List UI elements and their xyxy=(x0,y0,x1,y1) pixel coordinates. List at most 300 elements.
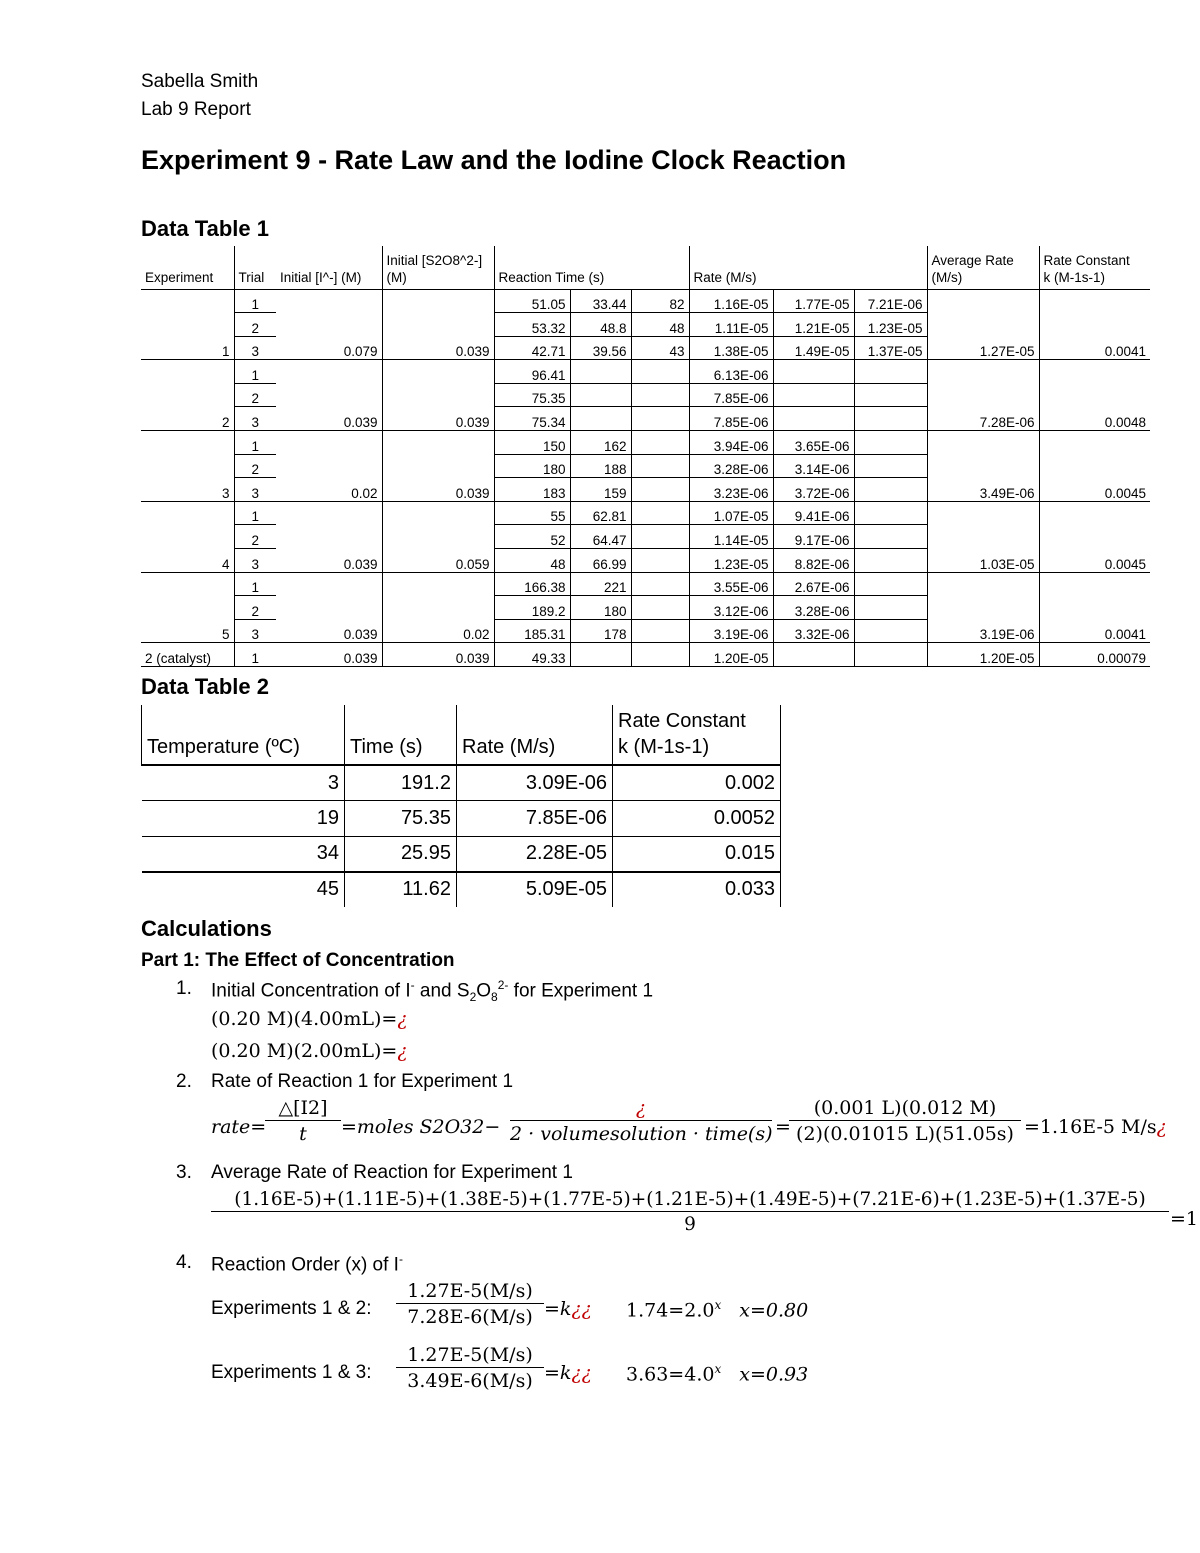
cell-rate-constant: 0.0045 xyxy=(1039,478,1150,502)
exp-1-2-result xyxy=(626,1298,808,1321)
cell-reaction-time-2 xyxy=(570,383,631,407)
header-initial-i: Initial [I^-] (M) xyxy=(276,246,382,289)
cell-initial-i xyxy=(276,501,382,525)
eq2-text: (0.20 M)(2.00mL)= xyxy=(211,1040,398,1062)
data-table-1 xyxy=(141,246,1150,667)
cell-reaction-time-1: 49.33 xyxy=(494,643,570,667)
item-1-text-b: and S xyxy=(414,980,470,1002)
cell-trial: 3 xyxy=(234,549,276,573)
cell-rate-2: 1.49E-05 xyxy=(773,336,854,360)
cell-rate-1: 3.94E-06 xyxy=(689,431,773,455)
cell-average-rate: 1.27E-05 xyxy=(927,336,1039,360)
fraction-denominator: 7.28E-6(M/s) xyxy=(407,1306,533,1328)
broken-glyph: ¿ xyxy=(397,1008,408,1030)
table-row xyxy=(142,872,781,908)
cell-trial: 3 xyxy=(234,336,276,360)
item-4-text: Reaction Order (x) of I- xyxy=(211,1252,403,1276)
cell-initial-s2o8 xyxy=(382,501,494,525)
cell-experiment: 2 xyxy=(141,407,234,431)
cell-initial-s2o8 xyxy=(382,289,494,313)
header-average-rate xyxy=(927,246,1039,289)
header-initial-s2o8-line2: (M) xyxy=(386,269,407,285)
table-row xyxy=(141,643,1150,667)
fraction-numerator: (1.16E-5)+(1.11E-5)+(1.38E-5)+(1.77E-5)+(1.21E-5)+(1.49E-5)+(7.21E-6)+(1.23E-5)+(1.37E-5) xyxy=(211,1189,1169,1212)
cell-reaction-time-1: 189.2 xyxy=(494,596,570,620)
table-row xyxy=(142,765,781,801)
cell-reaction-time-1: 48 xyxy=(494,549,570,573)
cell-reaction-time-2 xyxy=(570,643,631,667)
cell-average-rate: 1.20E-05 xyxy=(927,643,1039,667)
cell-rate-constant: 0.0045 xyxy=(1039,549,1150,573)
table-row xyxy=(141,549,1150,573)
item-1-number: 1. xyxy=(176,978,192,999)
cell-rate-3 xyxy=(854,454,927,478)
cell-initial-i: 0.039 xyxy=(276,407,382,431)
cell-average-rate: 3.49E-06 xyxy=(927,478,1039,502)
cell-rate-1: 7.85E-06 xyxy=(689,407,773,431)
cell-rate-3 xyxy=(854,643,927,667)
cell-rate-1: 1.16E-05 xyxy=(689,289,773,313)
cell-trial: 2 xyxy=(234,383,276,407)
exp-1-3-k xyxy=(544,1362,592,1384)
experiments-1-3-label: Experiments 1 & 3: xyxy=(211,1362,372,1383)
cell-reaction-time-2: 188 xyxy=(570,454,631,478)
cell-average-rate xyxy=(927,454,1039,478)
cell-rate-constant xyxy=(1039,572,1150,596)
cell-average-rate: 7.28E-06 xyxy=(927,407,1039,431)
fraction-denominator: (2)(0.01015 L)(51.05s) xyxy=(796,1123,1014,1145)
cell-average-rate xyxy=(927,596,1039,620)
cell-rate-2 xyxy=(773,407,854,431)
cell-k: 0.002 xyxy=(613,765,781,801)
cell-rate-1: 1.20E-05 xyxy=(689,643,773,667)
cell-reaction-time-2: 33.44 xyxy=(570,289,631,313)
fraction-numerator: (0.001 L)(0.012 M) xyxy=(789,1097,1021,1121)
item-4-text-main: Reaction Order (x) of I xyxy=(211,1254,399,1276)
cell-rate-2: 9.17E-06 xyxy=(773,525,854,549)
cell-initial-i xyxy=(276,360,382,384)
cell-average-rate xyxy=(927,572,1039,596)
k-text: =k xyxy=(544,1362,572,1384)
cell-reaction-time-1: 166.38 xyxy=(494,572,570,596)
cell-rate-2: 3.28E-06 xyxy=(773,596,854,620)
cell-reaction-time-3 xyxy=(631,525,689,549)
cell-trial: 3 xyxy=(234,478,276,502)
header-initial-s2o8-line1: Initial [S2O8^2-] xyxy=(386,252,483,268)
cell-trial: 3 xyxy=(234,619,276,643)
fraction-delta-i2-over-t xyxy=(265,1097,341,1145)
cell-rate-2: 8.82E-06 xyxy=(773,549,854,573)
fraction-denominator: 9 xyxy=(684,1214,696,1235)
cell-reaction-time-3 xyxy=(631,407,689,431)
result-b: x=0.93 xyxy=(739,1363,809,1386)
cell-experiment xyxy=(141,360,234,384)
cell-reaction-time-2: 221 xyxy=(570,572,631,596)
cell-rate-1: 3.28E-06 xyxy=(689,454,773,478)
cell-experiment xyxy=(141,289,234,313)
cell-trial: 1 xyxy=(234,501,276,525)
cell-reaction-time-1: 42.71 xyxy=(494,336,570,360)
cell-reaction-time-1: 150 xyxy=(494,431,570,455)
cell-rate-1: 3.19E-06 xyxy=(689,619,773,643)
header-average-rate-line2: (M/s) xyxy=(931,269,963,285)
table-row xyxy=(141,596,1150,620)
table1-title: Data Table 1 xyxy=(141,216,269,241)
cell-reaction-time-2: 180 xyxy=(570,596,631,620)
cell-initial-i xyxy=(276,313,382,337)
cell-initial-s2o8 xyxy=(382,360,494,384)
table-row xyxy=(141,619,1150,643)
cell-rate-constant xyxy=(1039,289,1150,313)
rate-lhs: rate= xyxy=(211,1116,267,1138)
fraction-volume-time xyxy=(510,1097,772,1145)
cell-initial-s2o8: 0.059 xyxy=(382,549,494,573)
cell-reaction-time-2: 159 xyxy=(570,478,631,502)
item-1-text-a: Initial Concentration of I xyxy=(211,980,411,1002)
cell-rate-1: 1.07E-05 xyxy=(689,501,773,525)
part1-heading: Part 1: The Effect of Concentration xyxy=(141,950,455,971)
cell-rate-constant xyxy=(1039,360,1150,384)
cell-reaction-time-2: 39.56 xyxy=(570,336,631,360)
cell-rate-2: 9.41E-06 xyxy=(773,501,854,525)
cell-experiment xyxy=(141,454,234,478)
cell-reaction-time-3: 82 xyxy=(631,289,689,313)
cell-average-rate: 1.03E-05 xyxy=(927,549,1039,573)
rate-result xyxy=(1024,1116,1167,1138)
cell-reaction-time-3 xyxy=(631,596,689,620)
cell-trial: 2 xyxy=(234,525,276,549)
cell-experiment xyxy=(141,501,234,525)
cell-rate: 7.85E-06 xyxy=(457,801,613,837)
cell-rate-1: 3.55E-06 xyxy=(689,572,773,596)
equals-sign: = xyxy=(775,1116,791,1138)
cell-temperature: 3 xyxy=(142,765,345,801)
cell-reaction-time-3 xyxy=(631,478,689,502)
cell-initial-s2o8: 0.02 xyxy=(382,619,494,643)
cell-rate-3 xyxy=(854,572,927,596)
cell-initial-s2o8 xyxy=(382,596,494,620)
cell-reaction-time-1: 51.05 xyxy=(494,289,570,313)
cell-trial: 1 xyxy=(234,289,276,313)
cell-initial-i xyxy=(276,572,382,596)
cell-rate-1: 7.85E-06 xyxy=(689,383,773,407)
cell-initial-s2o8 xyxy=(382,572,494,596)
cell-rate-2 xyxy=(773,383,854,407)
item-4-number: 4. xyxy=(176,1252,192,1273)
cell-initial-s2o8 xyxy=(382,454,494,478)
cell-rate-constant xyxy=(1039,313,1150,337)
cell-initial-i xyxy=(276,525,382,549)
cell-reaction-time-2: 162 xyxy=(570,431,631,455)
cell-initial-i xyxy=(276,596,382,620)
cell-trial: 1 xyxy=(234,360,276,384)
cell-reaction-time-2: 48.8 xyxy=(570,313,631,337)
cell-trial: 1 xyxy=(234,643,276,667)
table-row xyxy=(141,336,1150,360)
header-rate-constant-line2: k (M-1s-1) xyxy=(1043,269,1105,285)
cell-time: 191.2 xyxy=(345,765,457,801)
cell-experiment xyxy=(141,431,234,455)
page-title: Experiment 9 - Rate Law and the Iodine Clock Reaction xyxy=(141,145,847,175)
cell-rate-2 xyxy=(773,360,854,384)
table1-header-row xyxy=(141,246,1150,289)
cell-rate-3: 1.23E-05 xyxy=(854,313,927,337)
fraction-numerator: 1.27E-5(M/s) xyxy=(396,1344,544,1368)
cell-reaction-time-1: 52 xyxy=(494,525,570,549)
result-a: 3.63=4.0 xyxy=(626,1363,715,1386)
cell-reaction-time-3 xyxy=(631,431,689,455)
cell-trial: 2 xyxy=(234,313,276,337)
k-text: =k xyxy=(544,1298,572,1320)
header-experiment: Experiment xyxy=(141,246,234,289)
cell-rate-3 xyxy=(854,407,927,431)
cell-rate-1: 1.11E-05 xyxy=(689,313,773,337)
cell-temperature: 34 xyxy=(142,836,345,872)
item-1-equation-2 xyxy=(211,1040,408,1062)
table-row xyxy=(141,478,1150,502)
cell-rate-constant xyxy=(1039,383,1150,407)
cell-trial: 2 xyxy=(234,454,276,478)
cell-experiment xyxy=(141,596,234,620)
cell-trial: 1 xyxy=(234,431,276,455)
cell-rate-2: 1.21E-05 xyxy=(773,313,854,337)
cell-time: 11.62 xyxy=(345,872,457,908)
cell-reaction-time-1: 75.35 xyxy=(494,383,570,407)
fraction-exp-1-3 xyxy=(396,1344,544,1392)
cell-rate-1: 1.38E-05 xyxy=(689,336,773,360)
cell-time: 25.95 xyxy=(345,836,457,872)
fraction-denominator: 3.49E-6(M/s) xyxy=(407,1370,533,1392)
fraction-exp-1-2 xyxy=(396,1280,544,1328)
table-row xyxy=(141,501,1150,525)
cell-reaction-time-3: 48 xyxy=(631,313,689,337)
cell-experiment: 3 xyxy=(141,478,234,502)
cell-rate-3 xyxy=(854,383,927,407)
average-result: =1 xyxy=(1170,1208,1199,1230)
cell-time: 75.35 xyxy=(345,801,457,837)
item-3-number: 3. xyxy=(176,1162,192,1183)
cell-rate-1: 3.12E-06 xyxy=(689,596,773,620)
cell-rate-3 xyxy=(854,478,927,502)
table-row xyxy=(141,407,1150,431)
result-b: x=0.80 xyxy=(739,1299,809,1322)
cell-experiment: 1 xyxy=(141,336,234,360)
table-row xyxy=(142,801,781,837)
cell-rate-3 xyxy=(854,525,927,549)
cell-rate-2 xyxy=(773,643,854,667)
cell-reaction-time-1: 185.31 xyxy=(494,619,570,643)
exponent-x: x xyxy=(714,1362,722,1376)
table-row xyxy=(141,289,1150,313)
rate-result-text: =1.16E-5 M/s xyxy=(1024,1116,1157,1138)
header-temperature: Temperature (ºC) xyxy=(142,705,345,765)
exponent-x: x xyxy=(714,1298,722,1312)
cell-reaction-time-2 xyxy=(570,407,631,431)
cell-average-rate xyxy=(927,383,1039,407)
cell-reaction-time-1: 96.41 xyxy=(494,360,570,384)
header-time: Time (s) xyxy=(345,705,457,765)
report-label: Lab 9 Report xyxy=(141,99,251,120)
table-row xyxy=(141,572,1150,596)
cell-average-rate xyxy=(927,313,1039,337)
cell-initial-s2o8: 0.039 xyxy=(382,407,494,431)
cell-rate-1: 6.13E-06 xyxy=(689,360,773,384)
cell-trial: 3 xyxy=(234,407,276,431)
cell-rate-3: 7.21E-06 xyxy=(854,289,927,313)
cell-reaction-time-3 xyxy=(631,383,689,407)
cell-average-rate xyxy=(927,501,1039,525)
cell-experiment: 4 xyxy=(141,549,234,573)
cell-rate-1: 1.23E-05 xyxy=(689,549,773,573)
cell-reaction-time-3 xyxy=(631,549,689,573)
fraction-denominator: t xyxy=(299,1123,307,1145)
table2-header-row xyxy=(142,705,781,765)
cell-reaction-time-3 xyxy=(631,501,689,525)
cell-initial-i xyxy=(276,383,382,407)
item-1-text-c: for Experiment 1 xyxy=(508,980,654,1002)
cell-rate-3 xyxy=(854,431,927,455)
cell-rate: 3.09E-06 xyxy=(457,765,613,801)
header-rate-constant xyxy=(613,705,781,765)
table-row xyxy=(141,431,1150,455)
header-rate-constant xyxy=(1039,246,1150,289)
item-1-text: Initial Concentration of I- and $S_2O_8^{2-}$ for Experiment 1 xyxy=(211,978,654,1005)
table-row xyxy=(142,836,781,872)
cell-rate-3 xyxy=(854,549,927,573)
header-k-line1: Rate Constant xyxy=(618,710,746,732)
cell-rate: 2.28E-05 xyxy=(457,836,613,872)
cell-rate-constant xyxy=(1039,431,1150,455)
exp-1-3-result xyxy=(626,1362,808,1385)
cell-trial: 2 xyxy=(234,596,276,620)
cell-initial-i xyxy=(276,454,382,478)
cell-temperature: 19 xyxy=(142,801,345,837)
item-2-text: Rate of Reaction 1 for Experiment 1 xyxy=(211,1071,514,1092)
cell-rate-2: 1.77E-05 xyxy=(773,289,854,313)
cell-rate-constant: 0.0041 xyxy=(1039,336,1150,360)
cell-initial-s2o8 xyxy=(382,313,494,337)
cell-rate-1: 3.23E-06 xyxy=(689,478,773,502)
cell-k: 0.033 xyxy=(613,872,781,908)
fraction-denominator: 2 · volumesolution · time(s) xyxy=(510,1123,773,1145)
cell-reaction-time-2 xyxy=(570,360,631,384)
cell-reaction-time-3 xyxy=(631,619,689,643)
cell-reaction-time-1: 183 xyxy=(494,478,570,502)
header-trial: Trial xyxy=(234,246,276,289)
cell-rate-constant xyxy=(1039,501,1150,525)
cell-rate-3 xyxy=(854,360,927,384)
cell-reaction-time-1: 75.34 xyxy=(494,407,570,431)
cell-experiment: 5 xyxy=(141,619,234,643)
cell-rate-3 xyxy=(854,596,927,620)
exp-1-2-k xyxy=(544,1298,592,1320)
fraction-numerator: △[I2] xyxy=(265,1097,341,1121)
header-average-rate-line1: Average Rate xyxy=(931,252,1014,268)
result-a: 1.74=2.0 xyxy=(626,1299,715,1322)
cell-initial-s2o8: 0.039 xyxy=(382,643,494,667)
table-row xyxy=(141,525,1150,549)
cell-average-rate xyxy=(927,525,1039,549)
cell-initial-s2o8 xyxy=(382,525,494,549)
cell-experiment xyxy=(141,313,234,337)
cell-rate-2: 3.65E-06 xyxy=(773,431,854,455)
data-table-2 xyxy=(141,705,781,907)
cell-reaction-time-3 xyxy=(631,643,689,667)
broken-glyph: ¿ xyxy=(1156,1116,1167,1138)
cell-reaction-time-1: 53.32 xyxy=(494,313,570,337)
cell-reaction-time-3 xyxy=(631,454,689,478)
cell-rate-3: 1.37E-05 xyxy=(854,336,927,360)
cell-initial-i: 0.039 xyxy=(276,549,382,573)
cell-initial-i: 0.039 xyxy=(276,643,382,667)
broken-glyph: ¿¿ xyxy=(571,1298,592,1320)
cell-initial-s2o8 xyxy=(382,383,494,407)
rate-moles-term: =moles S2O32− xyxy=(341,1116,501,1138)
cell-initial-i xyxy=(276,289,382,313)
cell-average-rate: 3.19E-06 xyxy=(927,619,1039,643)
cell-average-rate xyxy=(927,360,1039,384)
fraction-numerator: ¿ xyxy=(510,1097,772,1121)
cell-reaction-time-1: 55 xyxy=(494,501,570,525)
cell-rate-2: 3.14E-06 xyxy=(773,454,854,478)
item-1-equation-1 xyxy=(211,1008,408,1030)
cell-rate-2: 2.67E-06 xyxy=(773,572,854,596)
table-row xyxy=(141,383,1150,407)
author-name: Sabella Smith xyxy=(141,71,259,92)
fraction-numerator: 1.27E-5(M/s) xyxy=(396,1280,544,1304)
cell-reaction-time-2: 178 xyxy=(570,619,631,643)
eq1-text: (0.20 M)(4.00mL)= xyxy=(211,1008,398,1030)
cell-initial-i: 0.039 xyxy=(276,619,382,643)
cell-initial-i: 0.02 xyxy=(276,478,382,502)
header-rate: Rate (M/s) xyxy=(457,705,613,765)
cell-k: 0.015 xyxy=(613,836,781,872)
cell-reaction-time-2: 62.81 xyxy=(570,501,631,525)
cell-reaction-time-2: 64.47 xyxy=(570,525,631,549)
cell-rate: 5.09E-05 xyxy=(457,872,613,908)
broken-glyph: ¿¿ xyxy=(571,1362,592,1384)
cell-trial: 1 xyxy=(234,572,276,596)
cell-initial-s2o8: 0.039 xyxy=(382,478,494,502)
header-k-line2: k (M-1s-1) xyxy=(618,736,710,758)
header-rate: Rate (M/s) xyxy=(689,246,927,289)
cell-rate-constant: 0.0048 xyxy=(1039,407,1150,431)
fraction-average-rate xyxy=(211,1189,1169,1235)
cell-average-rate xyxy=(927,289,1039,313)
cell-rate-1: 1.14E-05 xyxy=(689,525,773,549)
cell-rate-3 xyxy=(854,501,927,525)
table-row xyxy=(141,360,1150,384)
cell-rate-constant xyxy=(1039,525,1150,549)
broken-glyph: ¿ xyxy=(397,1040,408,1062)
table-row xyxy=(141,313,1150,337)
fraction-values xyxy=(789,1097,1021,1145)
header-rate-constant-line1: Rate Constant xyxy=(1043,252,1130,268)
cell-k: 0.0052 xyxy=(613,801,781,837)
cell-reaction-time-2: 66.99 xyxy=(570,549,631,573)
item-2-number: 2. xyxy=(176,1071,192,1092)
cell-reaction-time-3: 43 xyxy=(631,336,689,360)
cell-rate-3 xyxy=(854,619,927,643)
cell-experiment xyxy=(141,525,234,549)
item-3-text: Average Rate of Reaction for Experiment 1 xyxy=(211,1162,573,1183)
cell-rate-constant xyxy=(1039,454,1150,478)
table2-title: Data Table 2 xyxy=(141,674,269,699)
cell-experiment xyxy=(141,572,234,596)
cell-temperature: 45 xyxy=(316,878,339,901)
calculations-title: Calculations xyxy=(141,916,272,941)
header-initial-s2o8 xyxy=(382,246,494,289)
